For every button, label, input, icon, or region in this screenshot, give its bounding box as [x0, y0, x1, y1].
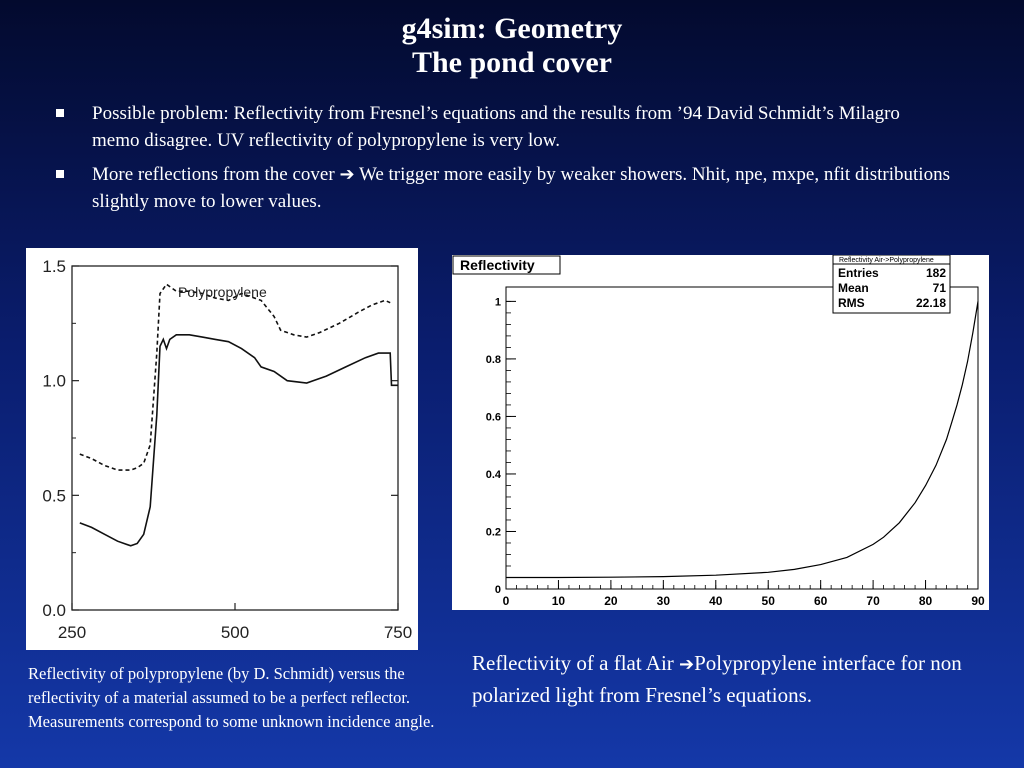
x-tick-label: 500 [220, 623, 250, 642]
x-tick-label: 20 [604, 594, 618, 608]
right-caption-end: Polypropylene interface for non polarized light from Fresnel’s equations. [472, 651, 962, 707]
y-tick-label: 0.5 [42, 486, 66, 506]
polypropylene-measurement-chart [26, 248, 418, 650]
plot-frame [506, 287, 978, 589]
y-tick-label: 1.0 [42, 371, 66, 391]
bullet-2-text-end: We trigger more easily by weaker showers. Nhit, npe, mxpe, nfit distributions slightly move to lower values. [92, 164, 950, 212]
bullet-item-1 [52, 100, 952, 154]
y-tick-label: 0.4 [485, 468, 501, 481]
title-line-2: The pond cover [411, 46, 612, 79]
x-tick-label: 70 [866, 594, 880, 608]
right-caption-start: Reflectivity of a flat Air [472, 651, 680, 675]
right-figure-caption [472, 648, 992, 710]
fresnel-reflectivity-chart [452, 255, 989, 610]
reference-solid-line [80, 335, 398, 546]
histogram-title: Reflectivity [460, 257, 535, 273]
bullet-2-text-start: More reflections from the cover [92, 164, 340, 185]
x-tick-label: 10 [551, 594, 566, 608]
x-tick-label: 80 [918, 594, 933, 608]
bullet-item-2 [52, 161, 952, 215]
y-tick-label: 0.0 [42, 601, 66, 620]
square-bullet-icon [56, 109, 64, 117]
y-tick-label: 0.2 [485, 526, 501, 539]
square-bullet-icon [56, 170, 64, 178]
x-tick-label: 60 [813, 594, 828, 608]
stats-value-rms: 22.18 [915, 296, 946, 310]
right-arrow-icon: ➔ [679, 654, 695, 675]
y-tick-label: 1 [494, 296, 501, 309]
stats-value-entries: 182 [925, 266, 946, 280]
x-tick-label: 750 [383, 623, 413, 642]
stats-value-mean: 71 [932, 281, 946, 295]
fresnel-reflectivity-figure [452, 255, 989, 610]
stats-label-entries: Entries [838, 266, 879, 280]
y-tick-label: 0 [494, 584, 501, 596]
polypropylene-dashed-line [80, 284, 390, 470]
series-annotation: Polypropylene [178, 284, 267, 300]
x-tick-label: 250 [57, 623, 87, 642]
x-tick-label: 0 [502, 594, 510, 608]
y-tick-label: 0.6 [485, 411, 501, 424]
x-tick-label: 90 [971, 594, 985, 608]
x-tick-label: 50 [761, 594, 775, 608]
y-tick-label: 0.8 [485, 353, 501, 366]
title-line-1: g4sim: Geometry [401, 12, 623, 45]
slide-title [0, 12, 1024, 80]
x-tick-label: 30 [656, 594, 671, 608]
polypropylene-measurement-figure [26, 248, 418, 650]
left-figure-caption: Reflectivity of polypropylene (by D. Schmidt) versus the reflectivity of a material assumed to be a perfect reflector. Measurements correspond to some unknown incidence angle. [28, 664, 435, 731]
bullet-list [52, 100, 952, 222]
right-arrow-icon: ➔ [339, 164, 355, 185]
y-tick-label: 1.5 [42, 257, 66, 276]
bullet-1-text: Possible problem: Reflectivity from Fresnel’s equations and the results from ’94 David Schmidt’s Milagro memo disagree. UV reflectivity of polypropylene is very low. [92, 103, 900, 151]
stats-label-mean: Mean [838, 281, 869, 295]
x-tick-label: 40 [709, 594, 723, 608]
reflectivity-curve [506, 301, 978, 577]
stats-label-rms: RMS [838, 296, 865, 310]
stats-header: Reflectivity Air->Polypropylene [839, 257, 934, 264]
stats-box [833, 255, 950, 313]
